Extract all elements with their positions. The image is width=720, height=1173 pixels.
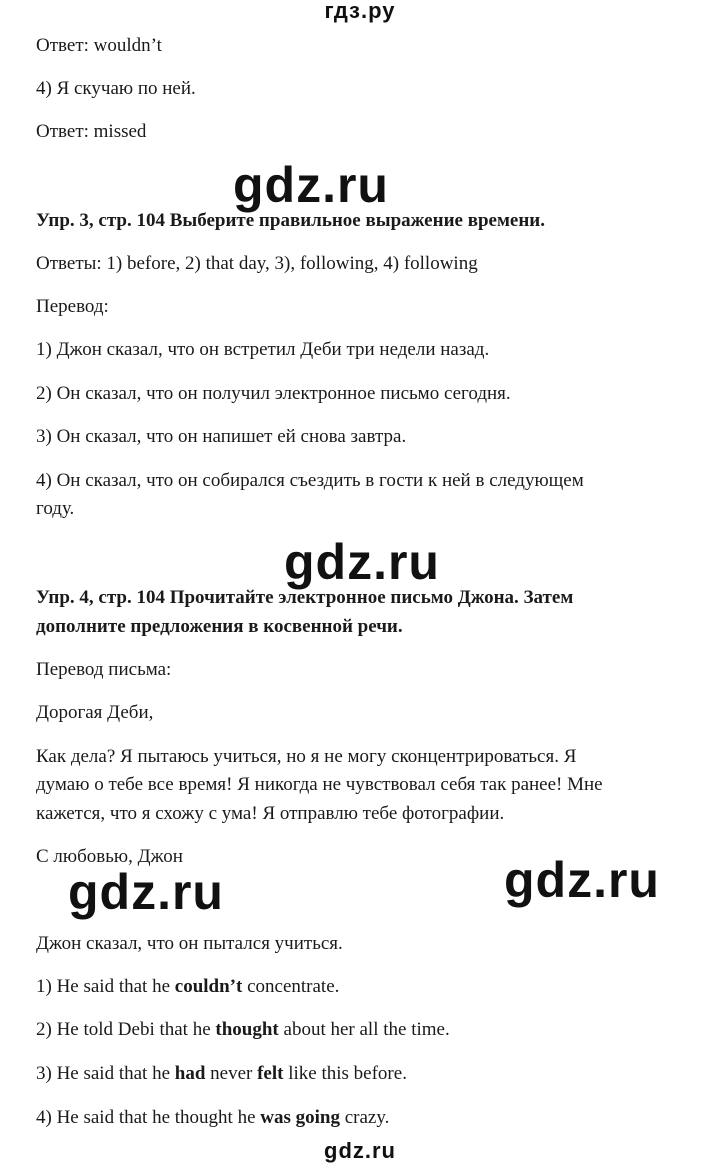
ex3-item-2: 2) Он сказал, что он получил электронное письмо сегодня. bbox=[36, 383, 511, 404]
s1-c: concentrate. bbox=[242, 976, 340, 997]
watermark-top: гдз.ру bbox=[324, 0, 396, 23]
s2-c: about her all the time. bbox=[278, 1019, 450, 1040]
ex4-heading-line2: дополните предложения в косвенной речи. bbox=[36, 616, 403, 637]
ex4-body-line1: Как дела? Я пытаюсь учиться, но я не могу сконцентрироваться. Я bbox=[36, 746, 577, 767]
ex4-sentence-4 bbox=[36, 1105, 389, 1131]
ex4-letter-label: Перевод письма: bbox=[36, 659, 172, 680]
watermark-3: gdz.ru bbox=[68, 864, 224, 920]
ex3-item-4-cont: году. bbox=[36, 498, 75, 519]
ex4-sentence-1 bbox=[36, 974, 339, 1000]
ex4-signoff: С любовью, Джон bbox=[36, 846, 183, 867]
watermark-2: gdz.ru bbox=[284, 534, 440, 590]
s3-e: like this before. bbox=[283, 1063, 407, 1084]
watermark-bottom: gdz.ru bbox=[324, 1138, 396, 1163]
s1-a: 1) He said that he bbox=[36, 976, 175, 997]
s3-answer-2: felt bbox=[257, 1063, 284, 1084]
s4-c: crazy. bbox=[339, 1107, 390, 1128]
answer-missed: Ответ: missed bbox=[36, 121, 147, 142]
s4-answer: was going bbox=[260, 1107, 340, 1128]
ex3-item-1: 1) Джон сказал, что он встретил Деби три недели назад. bbox=[36, 339, 490, 360]
ex4-greeting: Дорогая Деби, bbox=[36, 702, 154, 723]
s3-answer-1: had bbox=[174, 1063, 206, 1084]
answer-wouldnt: Ответ: wouldn’t bbox=[36, 35, 162, 56]
s1-answer: couldn’t bbox=[174, 976, 243, 997]
watermark-4: gdz.ru bbox=[504, 852, 660, 908]
ex3-item-3: 3) Он сказал, что он напишет ей снова завтра. bbox=[36, 426, 407, 447]
item4-ru: 4) Я скучаю по ней. bbox=[36, 78, 196, 99]
ex4-example: Джон сказал, что он пытался учиться. bbox=[36, 933, 343, 954]
s3-c: never bbox=[205, 1063, 258, 1084]
ex4-heading-line1: Упр. 4, стр. 104 Прочитайте электронное письмо Джона. Затем bbox=[36, 587, 574, 608]
s2-answer: thought bbox=[215, 1019, 279, 1040]
ex4-body-line3: кажется, что я схожу с ума! Я отправлю тебе фотографии. bbox=[36, 803, 505, 824]
s4-a: 4) He said that he thought he bbox=[36, 1107, 261, 1128]
ex4-sentence-2 bbox=[36, 1017, 450, 1043]
ex4-sentence-3 bbox=[36, 1061, 407, 1087]
ex3-answers: Ответы: 1) before, 2) that day, 3), following, 4) following bbox=[36, 253, 478, 274]
ex3-heading: Упр. 3, стр. 104 Выберите правильное выражение времени. bbox=[36, 210, 545, 231]
s3-a: 3) He said that he bbox=[36, 1063, 175, 1084]
watermark-1: gdz.ru bbox=[233, 157, 389, 213]
ex4-body-line2: думаю о тебе все время! Я никогда не чувствовал себя так ранее! Мне bbox=[36, 774, 603, 795]
ex3-translation-label: Перевод: bbox=[36, 296, 109, 317]
ex3-item-4: 4) Он сказал, что он собирался съездить в гости к ней в следующем bbox=[36, 470, 584, 491]
s2-a: 2) He told Debi that he bbox=[36, 1019, 216, 1040]
